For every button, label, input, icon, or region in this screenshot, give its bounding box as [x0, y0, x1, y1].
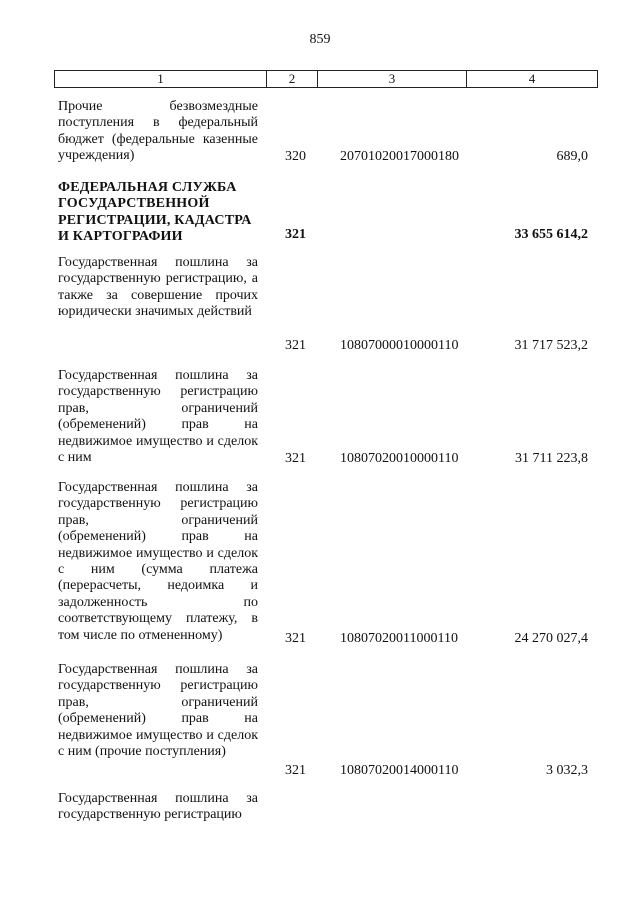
- row-description: Государственная пошлина за государственную регистрацию: [58, 791, 258, 823]
- row-amount: 33 655 614,2: [514, 227, 588, 242]
- header-col-3: 3: [318, 71, 467, 87]
- row-kbk: 10807020011000110: [340, 631, 458, 646]
- row-description: Государственная пошлина за государственную регистрацию прав, ограничений (обременений) прав на недвижимое имущество и сделок с ним: [58, 368, 258, 466]
- row-amount: 31 711 223,8: [515, 451, 588, 466]
- row-kbk: 20701020017000180: [340, 149, 459, 164]
- row-description: Прочие безвозмездные поступления в федеральный бюджет (федеральные казенные учреждения): [58, 99, 258, 164]
- row-amount: 3 032,3: [546, 763, 588, 778]
- header-col-1: 1: [55, 71, 267, 87]
- row-kbk: 10807000010000110: [340, 338, 459, 353]
- row-code: 321: [285, 451, 306, 466]
- row-code: 321: [285, 763, 306, 778]
- row-description: Государственная пошлина за государственную регистрацию, а также за совершение прочих юридически значимых действий: [58, 255, 258, 320]
- header-col-4: 4: [528, 71, 536, 86]
- row-amount: 689,0: [556, 149, 588, 164]
- row-kbk: 10807020014000110: [340, 763, 459, 778]
- row-kbk: 10807020010000110: [340, 451, 459, 466]
- page-number: 859: [309, 32, 331, 47]
- row-description: Государственная пошлина за государственную регистрацию прав, ограничений (обременений) прав на недвижимое имущество и сделок с ним (прочие поступления): [58, 662, 258, 760]
- row-code: 321: [285, 338, 306, 353]
- header-col-2: 2: [267, 71, 318, 87]
- row-description: Государственная пошлина за государственную регистрацию прав, ограничений (обременений) прав на недвижимое имущество и сделок с ним (сумма платежа (перерасчеты, недоимка и задолженность по соответствующему платежу, в том числе по отмененному): [58, 480, 258, 643]
- row-code: 320: [285, 149, 306, 164]
- row-code: 321: [285, 631, 306, 646]
- row-description: ФЕДЕРАЛЬНАЯ СЛУЖБА ГОСУДАРСТВЕННОЙ РЕГИСТРАЦИИ, КАДАСТРА И КАРТОГРАФИИ: [58, 180, 252, 245]
- row-amount: 24 270 027,4: [514, 631, 588, 646]
- row-code: 321: [285, 227, 306, 242]
- row-amount: 31 717 523,2: [514, 338, 588, 353]
- table-header: [54, 70, 598, 88]
